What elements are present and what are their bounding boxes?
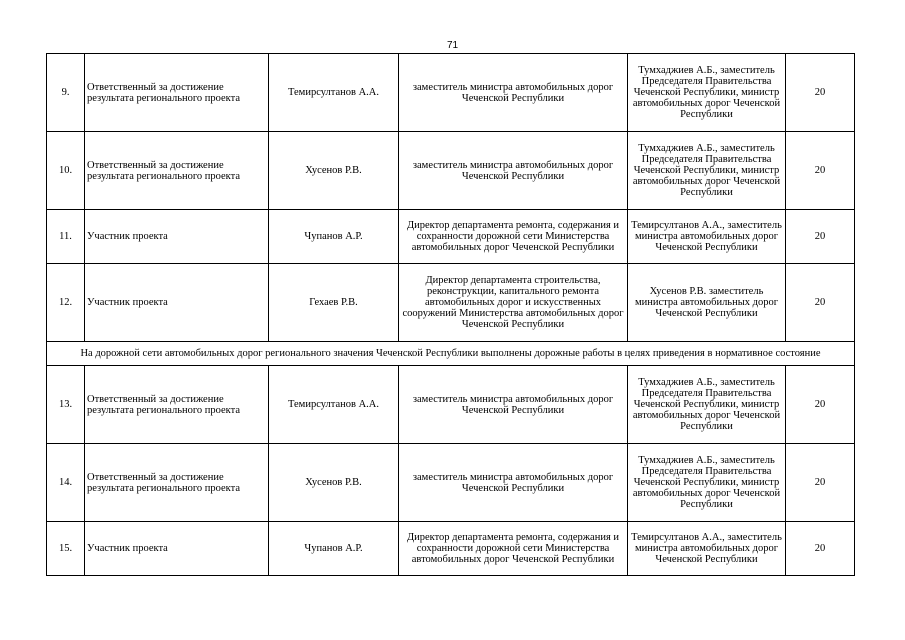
table-row <box>47 264 855 342</box>
section-heading: На дорожной сети автомобильных дорог регионального значения Чеченской Республики выполнены дорожные работы в целях приведения в нормативное состояние <box>47 342 855 366</box>
row-value: 20 <box>786 264 855 342</box>
row-position: заместитель министра автомобильных дорог Чеченской Республики <box>399 132 628 210</box>
row-supervisor: Тумхаджиев А.Б., заместитель Председателя Правительства Чеченской Республики, министр автомобильных дорог Чеченской Республики <box>628 54 786 132</box>
row-number: 9. <box>47 54 85 132</box>
row-value: 20 <box>786 210 855 264</box>
row-value: 20 <box>786 444 855 522</box>
table-row <box>47 444 855 522</box>
row-role: Ответственный за достижение результата регионального проекта <box>85 366 269 444</box>
row-supervisor: Темирсултанов А.А., заместитель министра автомобильных дорог Чеченской Республики <box>628 210 786 264</box>
row-position: заместитель министра автомобильных дорог Чеченской Республики <box>399 366 628 444</box>
row-position: Директор департамента ремонта, содержания и сохранности дорожной сети Министерства автомобильных дорог Чеченской Республики <box>399 210 628 264</box>
table-row <box>47 210 855 264</box>
row-name: Гехаев Р.В. <box>269 264 399 342</box>
row-supervisor: Тумхаджиев А.Б., заместитель Председателя Правительства Чеченской Республики, министр автомобильных дорог Чеченской Республики <box>628 444 786 522</box>
row-role: Ответственный за достижение результата регионального проекта <box>85 444 269 522</box>
row-number: 15. <box>47 522 85 576</box>
row-supervisor: Темирсултанов А.А., заместитель министра автомобильных дорог Чеченской Республики <box>628 522 786 576</box>
row-position: заместитель министра автомобильных дорог Чеченской Республики <box>399 444 628 522</box>
row-number: 13. <box>47 366 85 444</box>
row-position: заместитель министра автомобильных дорог Чеченской Республики <box>399 54 628 132</box>
row-value: 20 <box>786 54 855 132</box>
row-name: Хусенов Р.В. <box>269 132 399 210</box>
row-name: Темирсултанов А.А. <box>269 54 399 132</box>
row-supervisor: Тумхаджиев А.Б., заместитель Председателя Правительства Чеченской Республики, министр автомобильных дорог Чеченской Республики <box>628 132 786 210</box>
row-name: Хусенов Р.В. <box>269 444 399 522</box>
row-position: Директор департамента строительства, реконструкции, капитального ремонта автомобильных дорог и искусственных сооружений Министерства автомобильных дорог Чеченской Республики <box>399 264 628 342</box>
table-row <box>47 132 855 210</box>
participants-table <box>46 53 855 576</box>
row-value: 20 <box>786 132 855 210</box>
row-name: Чупанов А.Р. <box>269 210 399 264</box>
row-value: 20 <box>786 522 855 576</box>
page-number: 71 <box>446 40 459 51</box>
row-name: Чупанов А.Р. <box>269 522 399 576</box>
row-number: 12. <box>47 264 85 342</box>
row-role: Ответственный за достижение результата регионального проекта <box>85 132 269 210</box>
row-number: 11. <box>47 210 85 264</box>
row-supervisor: Хусенов Р.В. заместитель министра автомобильных дорог Чеченской Республики <box>628 264 786 342</box>
row-value: 20 <box>786 366 855 444</box>
row-role: Участник проекта <box>85 210 269 264</box>
row-number: 14. <box>47 444 85 522</box>
row-supervisor: Тумхаджиев А.Б., заместитель Председателя Правительства Чеченской Республики, министр автомобильных дорог Чеченской Республики <box>628 366 786 444</box>
row-role: Участник проекта <box>85 264 269 342</box>
row-role: Участник проекта <box>85 522 269 576</box>
row-role: Ответственный за достижение результата регионального проекта <box>85 54 269 132</box>
table-row <box>47 54 855 132</box>
row-position: Директор департамента ремонта, содержания и сохранности дорожной сети Министерства автомобильных дорог Чеченской Республики <box>399 522 628 576</box>
table-row <box>47 522 855 576</box>
row-number: 10. <box>47 132 85 210</box>
section-row <box>47 342 855 366</box>
table-row <box>47 366 855 444</box>
row-name: Темирсултанов А.А. <box>269 366 399 444</box>
